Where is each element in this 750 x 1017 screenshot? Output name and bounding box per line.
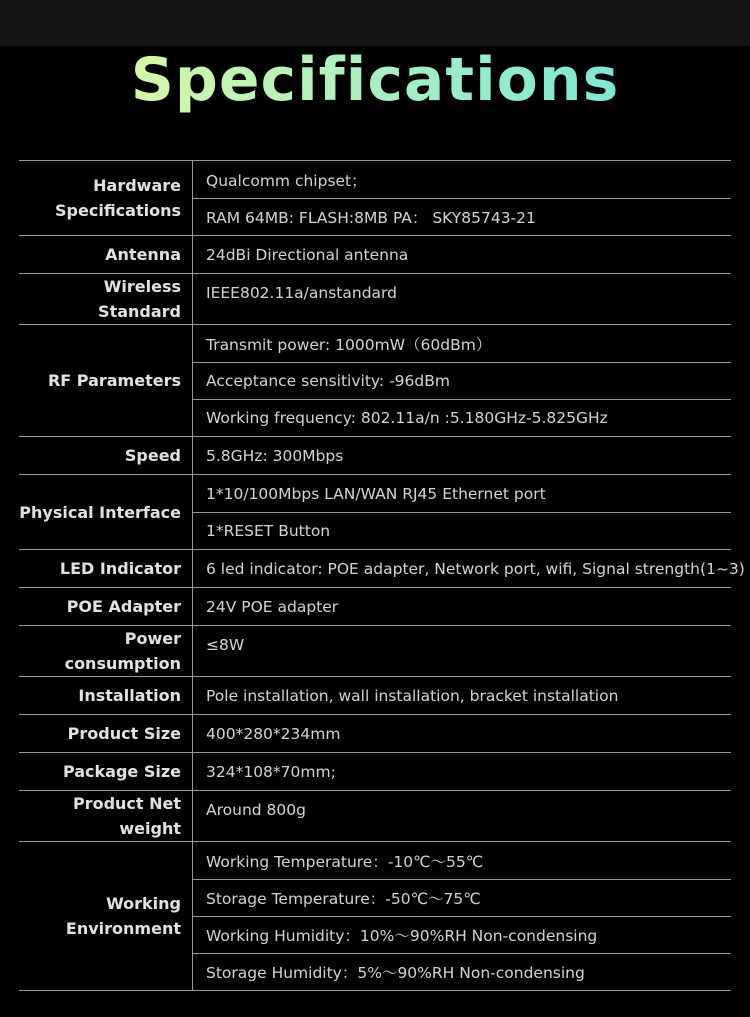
spec-value: 24dBi Directional antenna (206, 245, 409, 264)
spec-value: Pole installation, wall installation, bracket installation (206, 686, 619, 705)
spec-row-hardware-specifications (19, 160, 731, 235)
spec-row-product-net-weight (19, 790, 731, 841)
spec-values (193, 475, 731, 549)
spec-label: Wireless Standard (19, 274, 193, 324)
spec-row-product-size (19, 714, 731, 752)
spec-row-package-size (19, 752, 731, 790)
spec-label: Working Environment (19, 842, 193, 990)
spec-row-rf-parameters (19, 324, 731, 436)
spec-value: 24V POE adapter (206, 597, 339, 616)
spec-row-power-consumption (19, 625, 731, 676)
spec-label: Hardware Specifications (19, 161, 193, 235)
spec-label: Physical Interface (19, 475, 193, 549)
spec-values (193, 236, 731, 273)
top-bar (0, 0, 750, 46)
spec-values (193, 677, 731, 714)
spec-value: Transmit power: 1000mW（60dBm） (206, 335, 492, 354)
spec-row-physical-interface (19, 474, 731, 549)
spec-label: Power consumption (19, 626, 193, 676)
spec-value: 5.8GHz: 300Mbps (206, 446, 344, 465)
spec-values (193, 161, 731, 235)
spec-value: Qualcomm chipset； (206, 171, 367, 190)
spec-row-working-environment (19, 841, 731, 991)
spec-label: LED Indicator (19, 550, 193, 587)
spec-label: Product Size (19, 715, 193, 752)
spec-value: ≤8W (206, 635, 245, 654)
spec-value: Around 800g (206, 800, 306, 819)
spec-values (193, 842, 731, 990)
spec-label: Package Size (19, 753, 193, 790)
spec-table (19, 160, 745, 991)
spec-values (193, 437, 731, 474)
spec-value: Working Humidity：10%～90%RH Non-condensing (193, 916, 731, 953)
spec-values (193, 274, 731, 324)
spec-row-antenna (19, 235, 731, 273)
spec-values (193, 791, 731, 841)
spec-label: Speed (19, 437, 193, 474)
spec-label: RF Parameters (19, 325, 193, 436)
spec-value: Storage Temperature：-50℃～75℃ (193, 879, 731, 916)
spec-values (193, 753, 731, 790)
spec-row-poe-adapter (19, 587, 731, 625)
spec-value: IEEE802.11a/anstandard (206, 283, 397, 302)
spec-value: Working frequency: 802.11a/n :5.180GHz-5.825GHz (193, 399, 731, 436)
spec-row-led-indicator (19, 549, 745, 587)
spec-label: Antenna (19, 236, 193, 273)
spec-label: Product Net weight (19, 791, 193, 841)
spec-value: 1*10/100Mbps LAN/WAN RJ45 Ethernet port (206, 484, 546, 503)
spec-value: RAM 64MB: FLASH:8MB PA： SKY85743-21 (193, 198, 731, 235)
spec-label: Installation (19, 677, 193, 714)
spec-label: POE Adapter (19, 588, 193, 625)
spec-value: 1*RESET Button (193, 512, 731, 549)
spec-value: 400*280*234mm (206, 724, 341, 743)
spec-values (193, 325, 731, 436)
spec-values (193, 588, 731, 625)
spec-values (193, 715, 731, 752)
spec-row-installation (19, 676, 731, 714)
spec-value: Acceptance sensitivity: -96dBm (193, 362, 731, 399)
spec-value: 6 led indicator: POE adapter, Network port, wifi, Signal strength(1~3) (206, 559, 745, 578)
spec-row-wireless-standard (19, 273, 731, 324)
spec-value: 324*108*70mm; (206, 762, 336, 781)
spec-values (193, 550, 745, 587)
spec-values (193, 626, 731, 676)
page-title: Specifications (130, 45, 620, 115)
spec-row-speed (19, 436, 731, 474)
spec-value: Working Temperature：-10℃～55℃ (206, 852, 484, 871)
spec-value: Storage Humidity：5%～90%RH Non-condensing (193, 953, 731, 990)
